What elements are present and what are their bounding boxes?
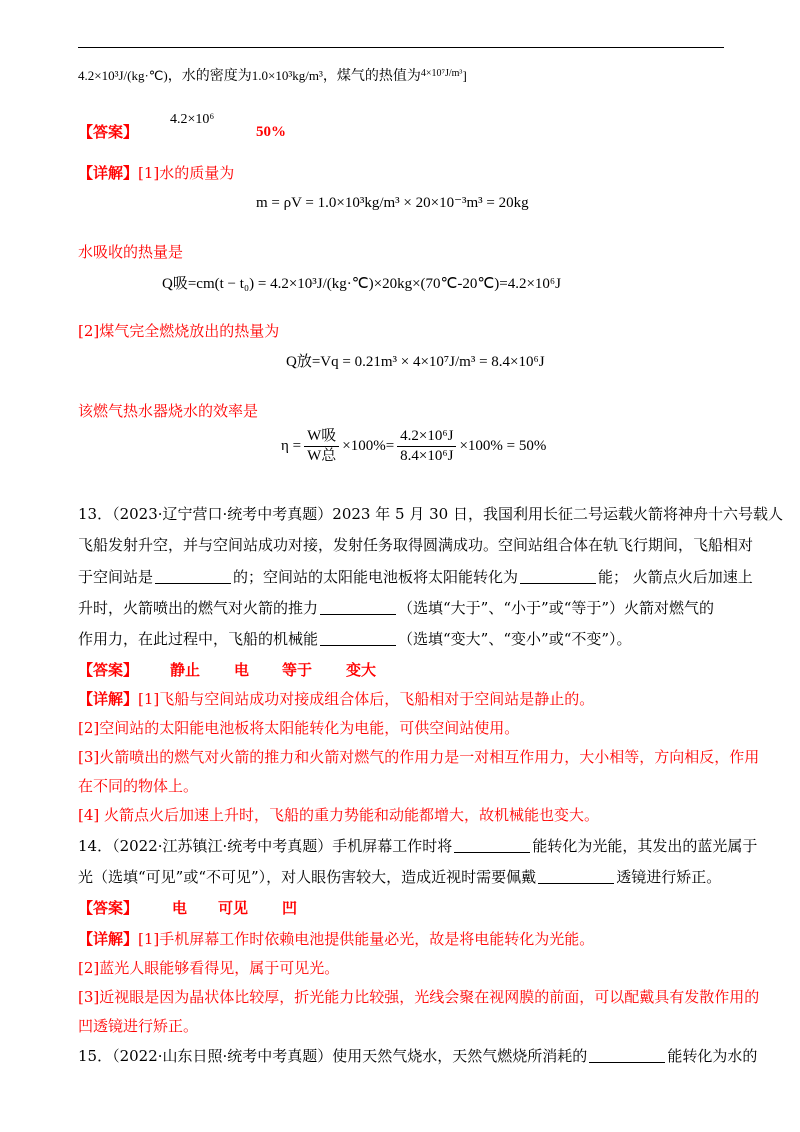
q14-detail-3b: 凹透镜进行矫正。 [78, 1017, 199, 1035]
q13-line-2: 飞船发射升空，并与空间站成功对接，发射任务取得圆满成功。空间站组合体在轨飞行期间，飞船相对 [78, 536, 754, 554]
q12-answer-2: 50% [256, 124, 286, 140]
rho-water-value: 1.0×10³kg/m³ [251, 68, 323, 83]
q13-text: （选填“大于”、“小于”或“等于”）火箭对燃气的 [398, 599, 715, 617]
q14-detail-1 [78, 929, 594, 949]
q15-text: 15．（2022·山东日照·统考中考真题）使用天然气烧水，天然气燃烧所消耗的 [78, 1047, 588, 1065]
q13-detail-3a: [3]火箭喷出的燃气对火箭的推力和火箭对燃气的作用力是一对相互作用力，大小相等，方向相反，作用 [78, 748, 760, 766]
q13-answer-2: 电 [234, 661, 250, 679]
formula-efficiency [281, 428, 546, 465]
q13-detail-1 [78, 689, 594, 709]
q13-detail-3b: 在不同的物体上。 [78, 777, 199, 795]
q13-answer-3: 等于 [282, 661, 313, 679]
answer-blank[interactable] [155, 569, 231, 584]
c-water-value: 4.2×10³J/(kg·℃) [78, 68, 168, 83]
eff-fraction-1 [304, 428, 339, 465]
q13-text: 能； 火箭点火后加速上 [598, 568, 753, 586]
eff-den-2: 8.4×10⁶J [400, 448, 454, 464]
q15-text: 能转化为水的 [667, 1047, 758, 1065]
constants-sep-1: ，水的密度为 [167, 69, 252, 84]
answer-label: 【答案】 [78, 661, 139, 679]
q14-text: 光（选填“可见”或“不可见”），对人眼伤害较大，造成近视时需要佩戴 [78, 868, 537, 886]
q13-answer-1: 静止 [170, 661, 201, 679]
formula-mass: m = ρV = 1.0×10³kg/m³ × 20×10⁻³m³ = 20kg [256, 195, 529, 211]
eff-num-1: W吸 [304, 428, 339, 447]
q14-detail-2: [2]蓝光人眼能够看得见，属于可见光。 [78, 959, 340, 977]
q13-answer-4: 变大 [346, 661, 377, 679]
q13-line-4 [78, 598, 714, 618]
eff-lhs: η = [281, 438, 302, 454]
eff-end: ×100% = 50% [459, 438, 547, 454]
answer-blank[interactable] [589, 1048, 665, 1063]
q12-detail-step4: 该燃气热水器烧水的效率是 [78, 402, 259, 420]
answer-label: 【答案】 [78, 123, 139, 141]
q13-detail-2: [2]空间站的太阳能电池板将太阳能转化为电能，可供空间站使用。 [78, 719, 520, 737]
bracket-close: ] [462, 68, 467, 83]
q13-text: 的；空间站的太阳能电池板将太阳能转化为 [233, 568, 519, 586]
q12-detail-step3: [2]煤气完全燃烧放出的热量为 [78, 322, 280, 340]
constants-sep-2: ，煤气的热值为 [322, 69, 421, 84]
q14-text: 能转化为光能，其发出的蓝光属于 [532, 837, 758, 855]
q12-answer-row [78, 112, 286, 142]
eff-den-1: W总 [307, 448, 337, 464]
q13-text: （选填“变大”、“变小”或“不变”）。 [398, 630, 632, 648]
detail-text: [1]飞船与空间站成功对接成组合体后，飞船相对于空间站是静止的。 [138, 690, 595, 708]
q14-text: 14．（2022·江苏镇江·统考中考真题）手机屏幕工作时将 [78, 837, 453, 855]
q12-answer-1: 4.2×10⁶ [170, 112, 215, 127]
q13-line-3 [78, 567, 753, 587]
q14-answer-3: 凹 [282, 899, 298, 917]
answer-blank[interactable] [538, 869, 614, 884]
detail-text: [1]手机屏幕工作时依赖电池提供能量必光，故是将电能转化为光能。 [138, 930, 595, 948]
answer-blank[interactable] [320, 631, 396, 646]
eff-mid: ×100%= [342, 438, 395, 454]
q14-answer-row [78, 898, 298, 918]
q13-text: 于空间站是 [78, 568, 154, 586]
answer-blank[interactable] [454, 838, 530, 853]
header-rule [78, 47, 724, 48]
q14-answer-2: 可见 [218, 899, 249, 917]
q14-text: 透镜进行矫正。 [616, 868, 722, 886]
detail-text: [1]水的质量为 [138, 164, 235, 182]
q-gas-value: 4×10⁷J/m³ [420, 68, 463, 79]
q14-detail-3a: [3]近视眼是因为晶状体比较厚，折光能力比较强，光线会聚在视网膜的前面，可以配戴具有发散作用的 [78, 988, 760, 1006]
answer-blank[interactable] [520, 569, 596, 584]
formula-heat-released: Q放=Vq = 0.21m³ × 4×10⁷J/m³ = 8.4×10⁶J [286, 354, 545, 370]
detail-label: 【详解】 [78, 690, 139, 708]
q14-answer-1: 电 [172, 899, 188, 917]
q12-detail-step1 [78, 163, 234, 183]
detail-label: 【详解】 [78, 164, 139, 182]
answer-label: 【答案】 [78, 899, 139, 917]
q12-detail-step2: 水吸收的热量是 [78, 243, 184, 261]
q15-line-1 [78, 1046, 757, 1066]
q13-line-5 [78, 629, 632, 649]
q13-answer-row [78, 660, 377, 680]
formula-heat-absorbed: Q吸=cm(t − t₀) = 4.2×10³J/(kg·℃)×20kg×(70℃-20℃)=4.2×10⁶J [162, 276, 561, 292]
q14-line-2 [78, 867, 721, 887]
detail-label: 【详解】 [78, 930, 139, 948]
q13-line-1: 13．（2023·辽宁营口·统考中考真题）2023 年 5 月 30 日，我国利用长征二号运载火箭将神舟十六号载人 [78, 505, 783, 523]
q14-line-1 [78, 836, 757, 856]
q13-text: 升时，火箭喷出的燃气对火箭的推力 [78, 599, 319, 617]
constants-line [78, 64, 467, 87]
q13-detail-4: [4] 火箭点火后加速上升时，飞船的重力势能和动能都增大，故机械能也变大。 [78, 806, 600, 824]
answer-blank[interactable] [320, 600, 396, 615]
eff-num-2: 4.2×10⁶J [397, 428, 456, 447]
eff-fraction-2 [397, 428, 456, 465]
q13-text: 作用力，在此过程中，飞船的机械能 [78, 630, 319, 648]
